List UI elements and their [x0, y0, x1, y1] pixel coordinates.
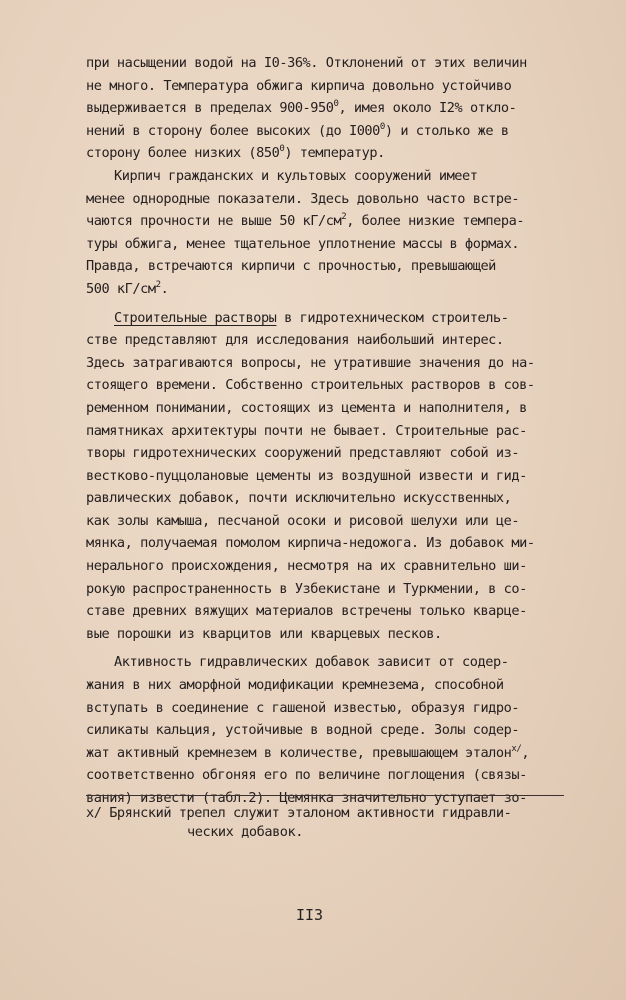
- underlined-term: Строительные растворы: [114, 309, 277, 326]
- page-number: II3: [296, 906, 324, 924]
- text-line: [86, 120, 574, 143]
- line-text: вые порошки из кварцитов или кварцевых песков.: [86, 625, 442, 642]
- line-text: ) и столько же в: [384, 122, 509, 139]
- line-text: сторону более низких (850: [86, 145, 280, 162]
- text-line: [86, 397, 574, 420]
- line-text: творы гидротехнических сооружений представляют собой из-: [86, 445, 520, 462]
- line-text: Кирпич гражданских и культовых сооружений имеет: [114, 167, 478, 184]
- line-text: не много. Температура обжига кирпича довольно устойчиво: [86, 77, 512, 94]
- superscript: х/: [511, 743, 522, 754]
- footnote-line: [86, 804, 574, 823]
- line-text: выдерживается в пределах 900-950: [86, 100, 334, 117]
- line-text: вания) извести (табл.2). Цемянка значительно уступает зо-: [86, 790, 527, 806]
- line-text: туры обжига, менее тщательное уплотнение массы в формах.: [86, 235, 520, 252]
- line-text: жат активный кремнезем в количестве, превышающем эталон: [86, 744, 512, 761]
- footnote-marker: х/: [86, 805, 102, 821]
- text-line: [86, 764, 574, 787]
- text-line: [86, 255, 574, 278]
- text-line: [86, 352, 574, 375]
- line-text: в гидротехническом строитель-: [276, 309, 509, 326]
- text-line: [86, 510, 574, 533]
- text-line: [86, 142, 574, 165]
- line-text: Правда, встречаются кирпичи с прочностью, превышающей: [86, 258, 496, 275]
- line-text: вестково-пуццолановые цементы из воздушной извести и гид-: [86, 467, 527, 484]
- line-text: ) температур.: [284, 145, 385, 162]
- line-text: Здесь затрагиваются вопросы, не утратившие значения до на-: [86, 354, 535, 371]
- text-line: [86, 278, 574, 301]
- superscript: 2: [155, 279, 161, 290]
- line-text: чаются прочности не выше 50 кГ/см: [86, 213, 342, 230]
- text-line: [86, 442, 574, 465]
- line-text: менее однородные показатели. Здесь довольно часто встре-: [86, 190, 520, 207]
- line-text: Активность гидравлических добавок зависит от содер-: [114, 654, 509, 671]
- superscript: 0: [333, 99, 339, 110]
- footnote-rule: [86, 795, 564, 796]
- text-line: [86, 329, 574, 352]
- text-line: [86, 674, 574, 697]
- text-line: [86, 651, 574, 674]
- footnote-text: Брянский трепел служит эталоном активности гидравли-: [109, 805, 512, 821]
- line-text: , имея около I2% откло-: [338, 100, 517, 117]
- line-text: .: [160, 280, 169, 297]
- footnote-text: ческих добавок.: [187, 824, 304, 840]
- line-text: памятниках архитектуры почти не бывает. Строительные рас-: [86, 422, 527, 439]
- text-line: [86, 487, 574, 510]
- superscript: 0: [279, 144, 285, 155]
- superscript: 0: [379, 121, 385, 132]
- text-line: [86, 697, 574, 720]
- line-text: нений в сторону более высоких (до I000: [86, 122, 380, 139]
- text-line: [86, 623, 574, 646]
- line-text: силикаты кальция, устойчивые в водной среде. Золы содер-: [86, 722, 520, 739]
- text-line: [86, 532, 574, 555]
- page-body: [86, 52, 574, 810]
- footnote-line: [86, 823, 574, 842]
- line-text: соответственно обгоняя его по величине поглощения (связы-: [86, 767, 527, 784]
- text-line: [86, 52, 574, 75]
- text-line: [86, 374, 574, 397]
- line-text: равлических добавок, почти исключительно искусственных,: [86, 490, 512, 507]
- text-line: [86, 307, 574, 330]
- text-line: [86, 742, 574, 765]
- superscript: 2: [341, 212, 347, 223]
- text-line: [86, 600, 574, 623]
- line-text: стоящего времени. Собственно строительных растворов в сов-: [86, 377, 535, 394]
- text-line: [86, 165, 574, 188]
- text-line: [86, 465, 574, 488]
- text-line: [86, 555, 574, 578]
- line-text: нерального происхождения, несмотря на их сравнительно ши-: [86, 558, 527, 575]
- text-line: [86, 719, 574, 742]
- line-text: жания в них аморфной модификации кремнезема, способной: [86, 677, 504, 694]
- text-line: [86, 75, 574, 98]
- line-text: мянка, получаемая помолом кирпича-недожога. Из добавок ми-: [86, 535, 535, 552]
- line-text: , более низкие темпера-: [346, 213, 525, 230]
- line-text: стве представляют для исследования наибольший интерес.: [86, 332, 504, 349]
- line-text: как золы камыша, песчаной осоки и рисовой шелухи или це-: [86, 512, 520, 529]
- text-line: [86, 188, 574, 211]
- line-text: ,: [521, 744, 530, 761]
- line-text: вступать в соединение с гашеной известью, образуя гидро-: [86, 699, 520, 716]
- text-line: [86, 233, 574, 256]
- line-text: 500 кГ/см: [86, 280, 156, 297]
- line-text: при насыщении водой на I0-36%. Отклонений от этих величин: [86, 55, 527, 71]
- line-text: рокую распространенность в Узбекистане и Туркмении, в со-: [86, 580, 527, 597]
- text-line: [86, 420, 574, 443]
- text-line: [86, 97, 574, 120]
- text-line: [86, 578, 574, 601]
- text-line: [86, 210, 574, 233]
- line-text: ременном понимании, состоящих из цемента и наполнителя, в: [86, 399, 527, 416]
- line-text: ставе древних вяжущих материалов встречены только кварце-: [86, 603, 527, 620]
- footnote: [86, 804, 574, 842]
